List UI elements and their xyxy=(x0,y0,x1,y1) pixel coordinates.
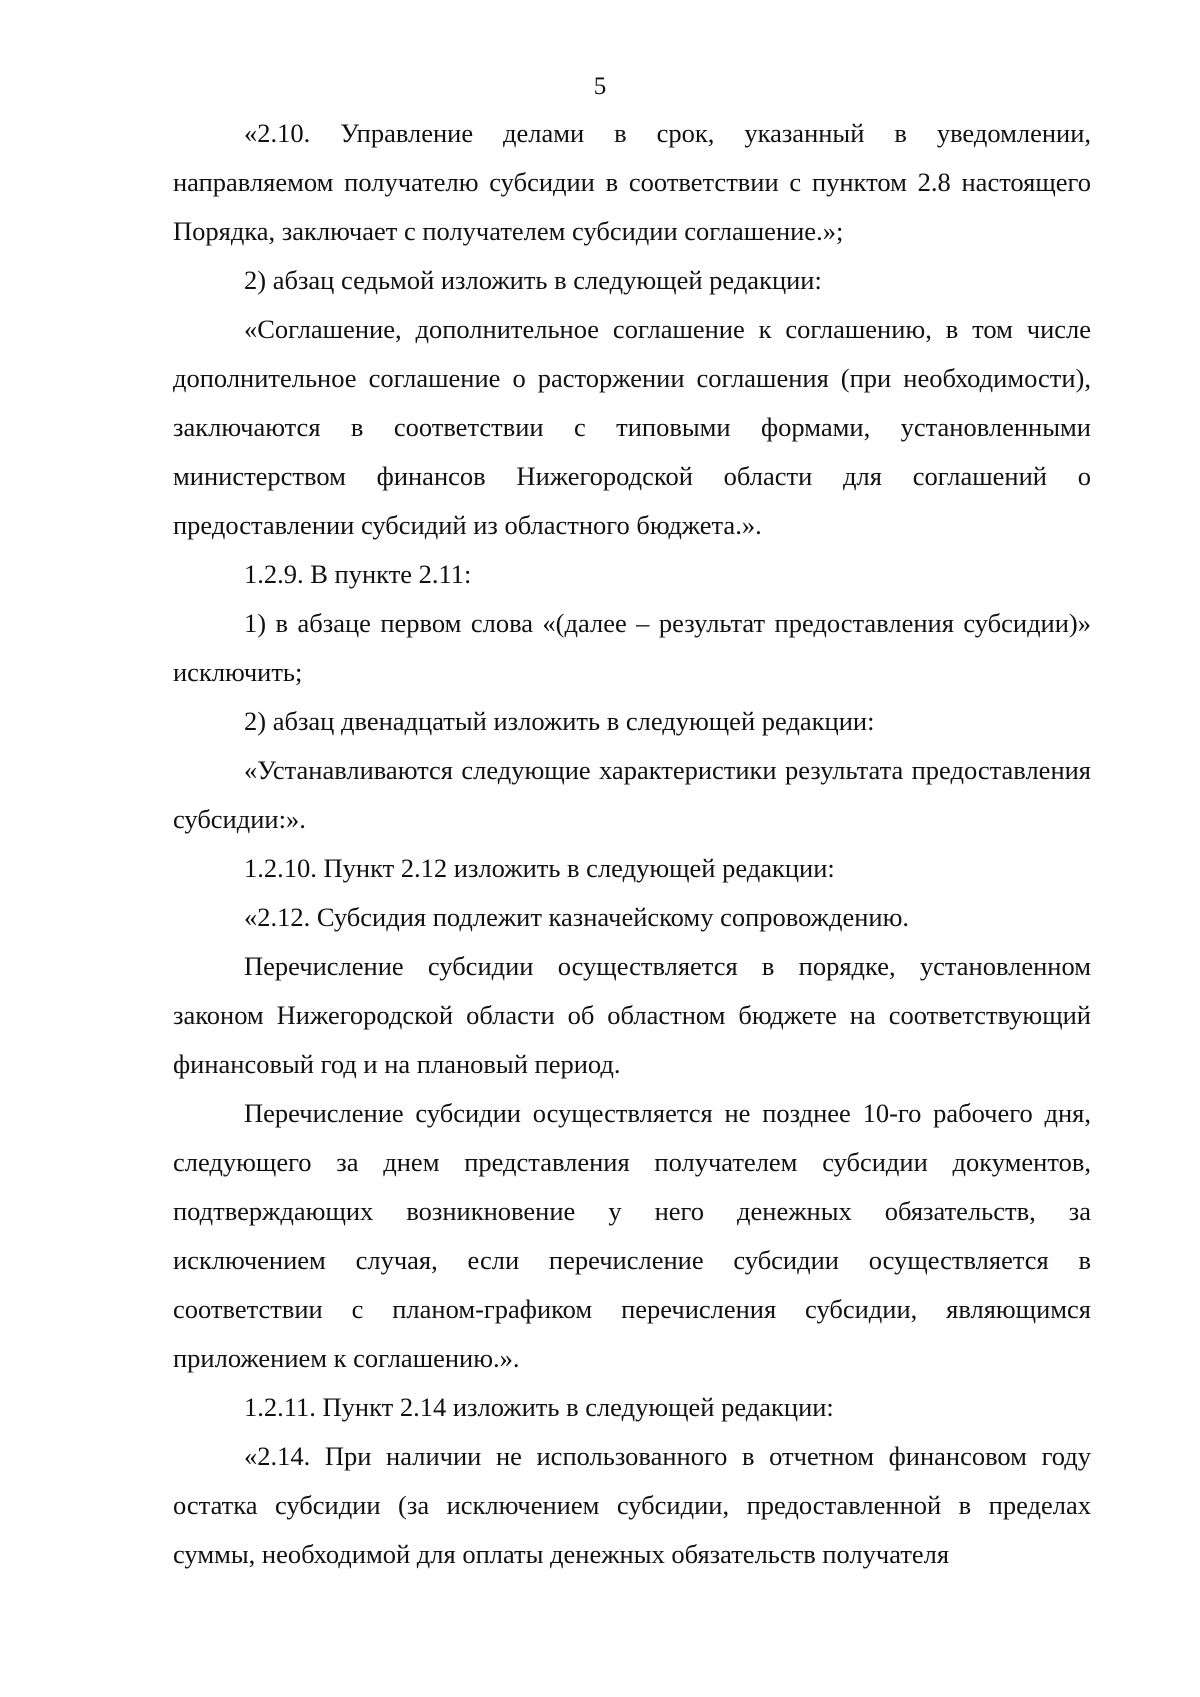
paragraph-1-2-10: 1.2.10. Пункт 2.12 изложить в следующей редакции: xyxy=(244,853,835,883)
paragraph-clause-2-10: «2.10. Управление делами в срок, указанный в уведомлении, направляемом получателю субсидии в соответствии с пунктом 2.8 настоящего Порядка, заключает с получателем субсидии соглашение.»; xyxy=(173,118,1091,246)
paragraph-1-2-11: 1.2.11. Пункт 2.14 изложить в следующей редакции: xyxy=(244,1392,834,1422)
paragraph-clause-2-12: «2.12. Субсидия подлежит казначейскому сопровождению. xyxy=(244,902,910,932)
paragraph-transfer-deadline: Перечисление субсидии осуществляется не позднее 10-го рабочего дня, следующего за днем представления получателем субсидии документов, подтверждающих возникновение у него денежных обязательств, за исключением случая, если перечисление субсидии осуществляется в соответствии с планом-графиком перечисления субсидии, являющимся приложением к соглашению.». xyxy=(173,1098,1091,1373)
page-number: 5 xyxy=(593,73,607,100)
paragraph-agreement-forms: «Соглашение, дополнительное соглашение к соглашению, в том числе дополнительное соглашение о расторжении соглашения (при необходимости), заключаются в соответствии с типовыми формами, установленными министерством финансов Нижегородской области для соглашений о предоставлении субсидий из областного бюджета.». xyxy=(173,314,1091,540)
paragraph-twelfth-abzac: 2) абзац двенадцатый изложить в следующей редакции: xyxy=(244,706,875,736)
paragraph-1-2-9: 1.2.9. В пункте 2.11: xyxy=(244,559,472,589)
paragraph-clause-2-14: «2.14. При наличии не использованного в отчетном финансовом году остатка субсидии (за исключением субсидии, предоставленной в пределах суммы, необходимой для оплаты денежных обязательств получателя xyxy=(173,1441,1091,1569)
paragraph-amend-seventh-abzac: 2) абзац седьмой изложить в следующей редакции: xyxy=(244,265,822,295)
document-body xyxy=(173,109,1091,1579)
paragraph-result-characteristics: «Устанавливаются следующие характеристики результата предоставления субсидии:». xyxy=(173,755,1091,834)
paragraph-first-abzac-words: 1) в абзаце первом слова «(далее – результат предоставления субсидии)» исключить; xyxy=(173,608,1091,687)
paragraph-transfer-order: Перечисление субсидии осуществляется в порядке, установленном законом Нижегородской области об областном бюджете на соответствующий финансовый год и на плановый период. xyxy=(173,951,1091,1079)
